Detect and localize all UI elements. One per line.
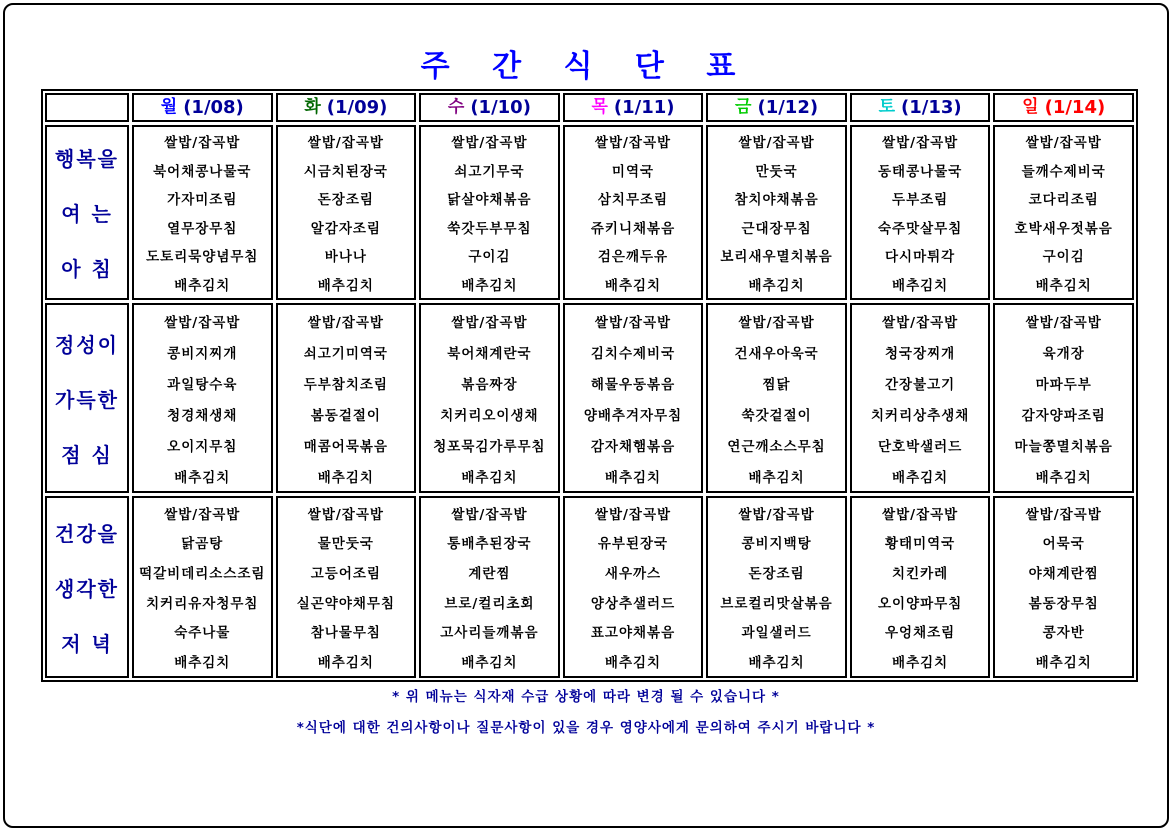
day-date: (1/09)	[326, 96, 388, 118]
lunch-menu-day7	[993, 303, 1134, 493]
row-label-lunch	[45, 303, 129, 493]
menu-item: 검은깨두유	[597, 249, 669, 266]
menu-item: 쌀밥/잡곡밥	[164, 314, 241, 331]
page-title: 주 간 식 단 표	[420, 49, 752, 84]
day-name-glyph: 월	[160, 97, 178, 117]
menu-item: 도토리묵양념무침	[146, 249, 259, 266]
menu-item: 배추김치	[748, 469, 805, 486]
day-header-2	[276, 93, 417, 122]
menu-item: 마늘쫑멸치볶음	[1014, 438, 1113, 455]
menu-item: 쌀밥/잡곡밥	[1025, 314, 1102, 331]
menu-item: 콩자반	[1042, 625, 1085, 642]
row-label-line: 정성이	[55, 332, 119, 357]
menu-item: 시금치된장국	[303, 163, 388, 180]
menu-item: 오이양파무침	[878, 595, 963, 612]
lunch-menu-day1	[132, 303, 273, 493]
menu-item: 쌀밥/잡곡밥	[738, 506, 815, 523]
menu-item: 배추김치	[604, 277, 662, 294]
row-label-line: 생각한	[55, 576, 119, 601]
row-label-line: 여 는	[61, 202, 113, 226]
row-label-breakfast	[45, 125, 129, 300]
day-name-glyph: 토	[878, 97, 896, 117]
menu-item: 청포묵김가루무침	[433, 438, 546, 455]
breakfast-menu-day2	[276, 125, 417, 300]
menu-item: 감자양파조림	[1021, 407, 1106, 424]
row-label-line: 저 녁	[61, 631, 113, 656]
corner-cell	[45, 93, 129, 122]
dinner-menu-day5	[706, 496, 847, 678]
menu-item: 배추김치	[461, 469, 518, 486]
menu-item: 닭살야채볶음	[447, 192, 532, 209]
menu-item: 육개장	[1042, 345, 1085, 362]
menu-item: 배추김치	[174, 469, 231, 486]
menu-item: 배추김치	[748, 277, 805, 294]
day-name-glyph: 수	[447, 97, 465, 117]
menu-item: 쇠고기미역국	[303, 345, 388, 362]
menu-item: 연근깨소스무침	[727, 438, 826, 455]
menu-table	[45, 93, 1134, 678]
row-label-line: 점 심	[61, 442, 113, 467]
menu-item: 숙주나물	[174, 625, 231, 642]
menu-item: 쌀밥/잡곡밥	[882, 135, 959, 152]
menu-item: 치커리오이생채	[440, 407, 539, 424]
menu-item: 닭곰탕	[181, 536, 224, 553]
menu-item: 만둣국	[755, 163, 798, 180]
menu-item: 북어채계란국	[447, 345, 532, 362]
menu-item: 쌀밥/잡곡밥	[451, 135, 528, 152]
menu-item: 쌀밥/잡곡밥	[307, 506, 384, 523]
lunch-menu-day2	[276, 303, 417, 493]
day-name-glyph: 일	[1022, 97, 1039, 117]
menu-item: 바나나	[324, 249, 367, 266]
day-header-5	[706, 93, 847, 122]
menu-item: 치커리상추생채	[870, 407, 970, 424]
menu-item: 실곤약야채무침	[296, 595, 395, 612]
menu-item: 두부조림	[892, 192, 949, 209]
menu-item: 청경채생채	[167, 407, 238, 424]
menu-item: 쑥갓두부무침	[447, 220, 532, 237]
menu-item: 봄동장무침	[1028, 595, 1099, 612]
menu-item: 다시마튀각	[885, 249, 956, 266]
menu-item: 고사리들깨볶음	[440, 625, 539, 642]
menu-item: 쌀밥/잡곡밥	[307, 314, 384, 331]
menu-item: 구이김	[468, 249, 511, 266]
menu-item: 들깨수제비국	[1021, 163, 1106, 180]
menu-item: 치커리유자청무침	[146, 595, 259, 612]
day-name-glyph: 금	[735, 97, 752, 117]
menu-item: 쌀밥/잡곡밥	[1025, 135, 1102, 152]
menu-item: 콩비지백탕	[741, 536, 812, 553]
lunch-menu-day5	[706, 303, 847, 493]
menu-item: 콩비지찌개	[167, 345, 238, 362]
menu-item: 쌀밥/잡곡밥	[882, 314, 959, 331]
menu-item: 배추김치	[317, 655, 374, 672]
footnote-menu-change: * 위 메뉴는 식자재 수급 상황에 따라 변경 될 수 있습니다 *	[392, 689, 780, 705]
menu-page	[3, 3, 1169, 828]
menu-item: 북어채콩나물국	[153, 163, 252, 180]
menu-item: 치킨카레	[892, 566, 949, 583]
row-label-dinner	[45, 496, 129, 678]
day-header-6	[850, 93, 991, 122]
menu-item: 열무장무침	[167, 220, 238, 237]
menu-item: 돈장조림	[748, 566, 805, 583]
menu-item: 쌀밥/잡곡밥	[738, 314, 815, 331]
menu-item: 쌀밥/잡곡밥	[164, 506, 241, 523]
day-name-glyph: 화	[304, 97, 321, 117]
lunch-menu-day3	[419, 303, 560, 493]
menu-item: 봄동겉절이	[310, 407, 381, 424]
menu-item: 알감자조림	[310, 220, 381, 237]
menu-item: 떡갈비데리소스조림	[139, 566, 266, 583]
menu-item: 쌀밥/잡곡밥	[594, 314, 672, 331]
menu-item: 코다리조림	[1028, 192, 1099, 209]
menu-item: 배추김치	[604, 655, 662, 672]
menu-item: 과일샐러드	[741, 625, 812, 642]
menu-item: 매콤어묵볶음	[303, 438, 388, 455]
menu-item: 통배추된장국	[447, 536, 532, 553]
row-label-line: 행복을	[55, 147, 119, 171]
menu-item: 배추김치	[892, 655, 949, 672]
menu-item: 표고야채볶음	[590, 625, 676, 642]
menu-item: 단호박샐러드	[878, 438, 963, 455]
menu-item: 참치야채볶음	[734, 192, 819, 209]
menu-item: 어묵국	[1042, 536, 1085, 553]
menu-item: 브로/컬리초회	[444, 595, 535, 612]
breakfast-menu-day3	[419, 125, 560, 300]
menu-item: 호박새우젓볶음	[1014, 220, 1113, 237]
breakfast-menu-day5	[706, 125, 847, 300]
menu-item: 우엉채조림	[885, 625, 956, 642]
menu-item: 양상추샐러드	[590, 595, 676, 612]
menu-item: 미역국	[611, 163, 655, 180]
menu-item: 근대장무침	[741, 220, 812, 237]
dinner-menu-day7	[993, 496, 1134, 678]
menu-item: 청국장찌개	[885, 345, 956, 362]
menu-item: 쇠고기무국	[454, 163, 525, 180]
menu-item: 볶음짜장	[461, 376, 518, 393]
menu-item: 쌀밥/잡곡밥	[451, 314, 528, 331]
menu-item: 배추김치	[317, 277, 374, 294]
day-header-3	[419, 93, 560, 122]
menu-item: 쑥갓겉절이	[741, 407, 812, 424]
menu-item: 쌀밥/잡곡밥	[1025, 506, 1102, 523]
breakfast-menu-day1	[132, 125, 273, 300]
day-date: (1/12)	[757, 96, 819, 118]
dinner-menu-day1	[132, 496, 273, 678]
menu-item: 물만둣국	[317, 536, 374, 553]
day-name-glyph: 목	[591, 97, 608, 117]
menu-item: 유부된장국	[597, 536, 669, 553]
day-date: (1/08)	[183, 96, 244, 118]
day-date: (1/10)	[470, 96, 531, 118]
menu-item: 배추김치	[174, 277, 231, 294]
menu-item: 간장불고기	[885, 376, 956, 393]
menu-item: 쌀밥/잡곡밥	[451, 506, 528, 523]
menu-item: 배추김치	[461, 655, 518, 672]
day-date: (1/11)	[613, 96, 675, 118]
day-date: (1/14)	[1044, 96, 1106, 118]
breakfast-menu-day7	[993, 125, 1134, 300]
breakfast-menu-day6	[850, 125, 991, 300]
menu-item: 김치수제비국	[590, 345, 676, 362]
menu-item: 배추김치	[604, 469, 662, 486]
menu-item: 고등어조림	[310, 566, 381, 583]
menu-item: 양배추겨자무침	[583, 407, 683, 424]
menu-item: 참나물무침	[310, 625, 381, 642]
day-date: (1/13)	[901, 96, 962, 118]
lunch-menu-day6	[850, 303, 991, 493]
menu-item: 쌀밥/잡곡밥	[882, 506, 959, 523]
dinner-menu-day6	[850, 496, 991, 678]
day-header-4	[563, 93, 704, 122]
menu-item: 쌀밥/잡곡밥	[164, 135, 241, 152]
menu-item: 두부참치조림	[303, 376, 388, 393]
footnote-contact-dietitian: *식단에 대한 건의사항이나 질문사항이 있을 경우 영양사에게 문의하여 주시기 바랍니다 *	[296, 720, 876, 736]
menu-item: 배추김치	[174, 655, 231, 672]
menu-item: 찜닭	[762, 376, 791, 393]
menu-item: 보리새우멸치볶음	[720, 249, 833, 266]
menu-item: 쥬키니채볶음	[590, 220, 676, 237]
menu-item: 삼치무조림	[597, 192, 669, 209]
menu-item: 구이김	[1042, 249, 1085, 266]
menu-item: 배추김치	[461, 277, 518, 294]
menu-item: 배추김치	[317, 469, 374, 486]
row-label-line: 아 침	[61, 257, 113, 281]
menu-item: 마파두부	[1035, 376, 1092, 393]
menu-item: 가자미조림	[167, 192, 238, 209]
menu-item: 오이지무침	[167, 438, 238, 455]
day-header-1	[132, 93, 273, 122]
menu-item: 배추김치	[748, 655, 805, 672]
menu-item: 계란찜	[468, 566, 511, 583]
menu-item: 배추김치	[1035, 469, 1092, 486]
row-label-line: 건강을	[55, 521, 119, 546]
dinner-menu-day4	[563, 496, 704, 678]
menu-item: 쌀밥/잡곡밥	[594, 506, 672, 523]
menu-table-frame	[41, 89, 1138, 682]
row-label-line: 가득한	[55, 387, 119, 412]
menu-item: 쌀밥/잡곡밥	[594, 135, 672, 152]
menu-item: 해물우동볶음	[590, 376, 676, 393]
dinner-menu-day3	[419, 496, 560, 678]
menu-item: 새우까스	[604, 566, 662, 583]
menu-item: 배추김치	[1035, 655, 1092, 672]
menu-item: 감자채햄볶음	[590, 438, 676, 455]
menu-item: 쌀밥/잡곡밥	[307, 135, 384, 152]
menu-item: 배추김치	[1035, 277, 1092, 294]
menu-item: 건새우아욱국	[734, 345, 819, 362]
day-header-7	[993, 93, 1134, 122]
menu-item: 돈장조림	[317, 192, 374, 209]
menu-item: 브로컬리맛살볶음	[720, 595, 833, 612]
lunch-menu-day4	[563, 303, 704, 493]
menu-item: 숙주맛살무침	[878, 220, 963, 237]
breakfast-menu-day4	[563, 125, 704, 300]
footer-notes	[5, 685, 1167, 747]
menu-item: 배추김치	[892, 469, 949, 486]
menu-item: 황태미역국	[885, 536, 956, 553]
menu-item: 쌀밥/잡곡밥	[738, 135, 815, 152]
menu-item: 배추김치	[892, 277, 949, 294]
dinner-menu-day2	[276, 496, 417, 678]
menu-item: 동태콩나물국	[878, 163, 963, 180]
menu-item: 야채계란찜	[1028, 566, 1099, 583]
menu-item: 과일탕수육	[167, 376, 238, 393]
